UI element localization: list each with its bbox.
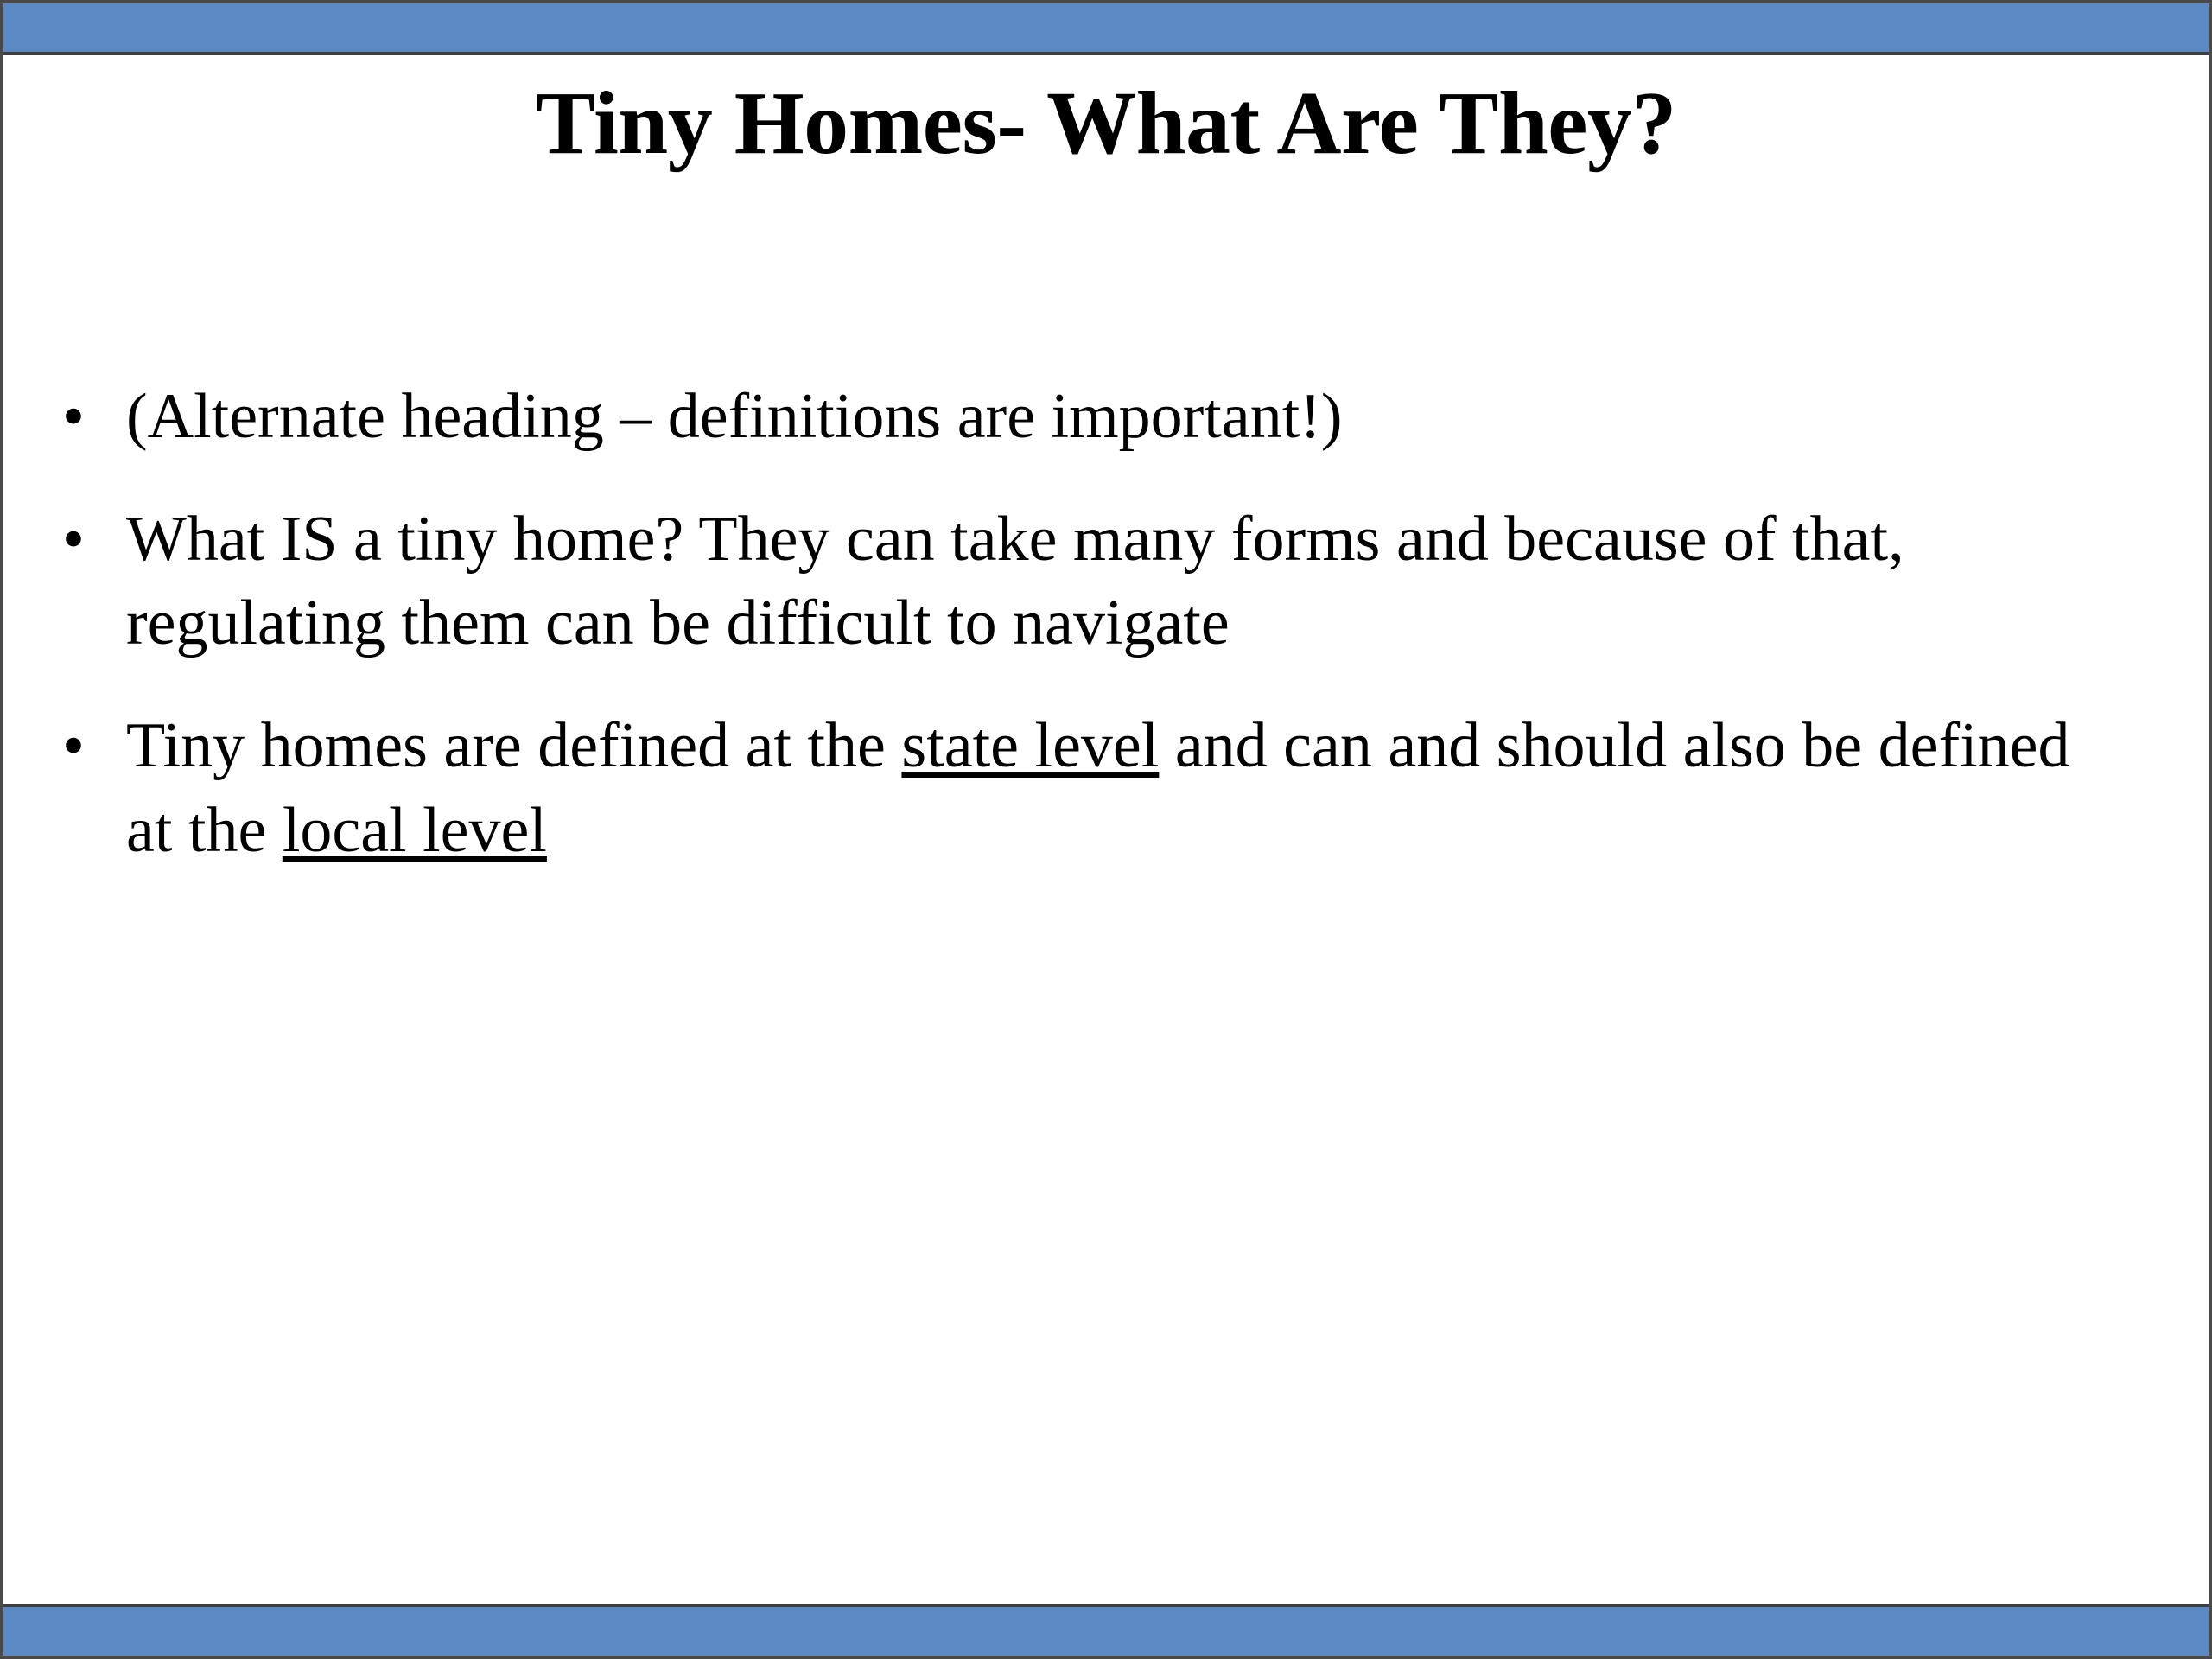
emphasis-local-level: local level bbox=[282, 794, 547, 866]
list-item bbox=[47, 375, 2138, 460]
page-title: Tiny Homes- What Are They? bbox=[536, 73, 1676, 173]
bullet-icon: • bbox=[62, 710, 85, 782]
list-item bbox=[47, 704, 2138, 873]
top-accent-band bbox=[3, 3, 2209, 55]
bullet-text-3 bbox=[126, 704, 2105, 873]
bottom-accent-band bbox=[3, 1604, 2209, 1656]
bullet-list bbox=[47, 375, 2138, 911]
bullet-segment: (Alternate heading – definitions are important!) bbox=[126, 381, 1343, 452]
bullet-text-2 bbox=[126, 498, 2105, 666]
list-item bbox=[47, 498, 2138, 666]
bullet-segment: Tiny homes are defined at the bbox=[126, 710, 902, 782]
emphasis-state-level: state level bbox=[901, 710, 1160, 782]
bullet-segment: and can and should also be defined at the bbox=[126, 710, 2070, 866]
bullet-icon: • bbox=[62, 381, 85, 452]
bullet-text-1 bbox=[126, 375, 2105, 460]
bullet-segment: What IS a tiny home? They can take many forms and because of that, regulating them can be difficult to navigate bbox=[126, 503, 1904, 659]
bullet-icon: • bbox=[62, 503, 85, 575]
